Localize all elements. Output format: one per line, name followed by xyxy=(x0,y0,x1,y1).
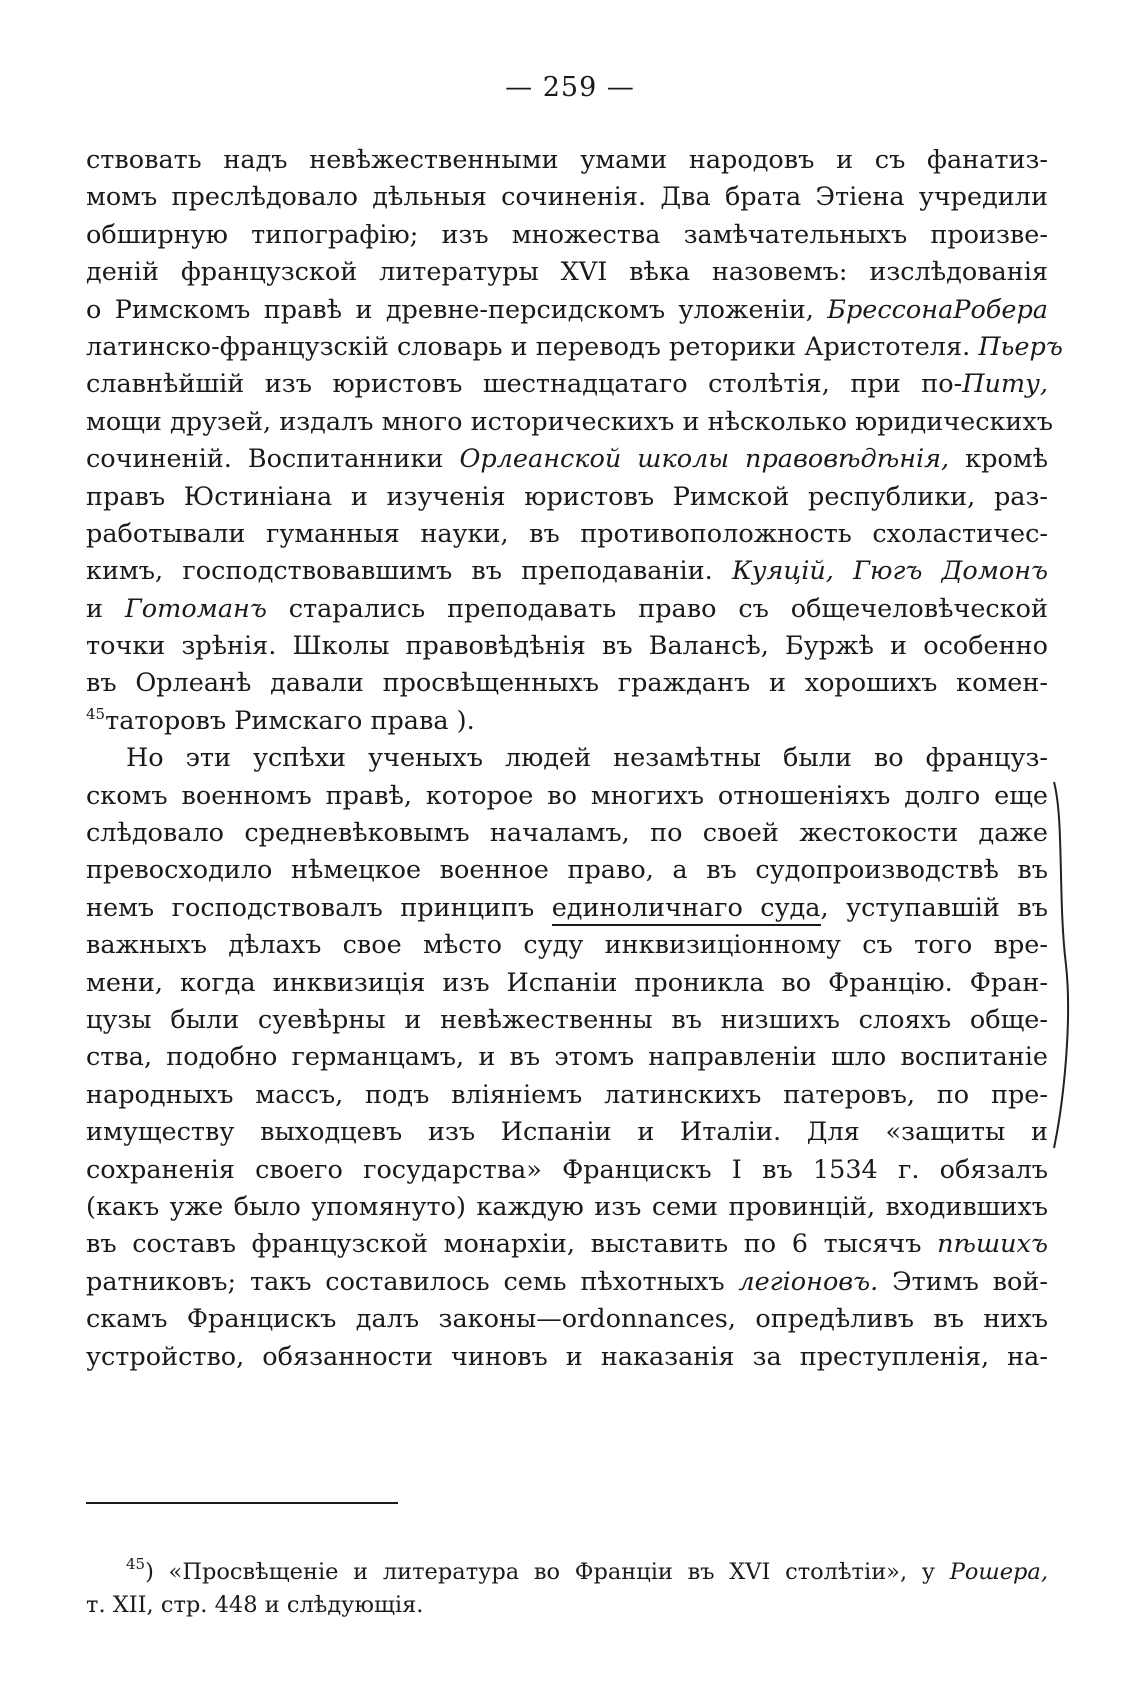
text-run: Этимъ вой- xyxy=(878,1266,1048,1297)
text-line: точки зрѣнія. Школы правовѣдѣнія въ Валансѣ, Буржѣ и особенно xyxy=(86,631,1048,662)
text-line: деній французской литературы XVI вѣка назовемъ: изслѣдованія xyxy=(86,257,1048,288)
text-line: превосходило нѣмецкое военное право, а въ судопроизводствѣ въ xyxy=(86,855,1048,886)
text-line: ства, подобно германцамъ, и въ этомъ направленіи шло воспитаніе xyxy=(86,1042,1048,1073)
text-line: сохраненія своего государства» Францискъ I въ 1534 г. обязалъ xyxy=(86,1154,1048,1185)
underlined-text: единоличнаго суда xyxy=(552,893,821,926)
text-line: момъ преслѣдовало дѣльныя сочиненія. Два брата Этіена учредили xyxy=(86,182,1048,213)
italic-text: Рошера, xyxy=(949,1559,1048,1585)
body-text xyxy=(86,142,1063,1376)
text-run: ) «Просвѣщеніе и литература во Франціи въ XVI столѣтіи», у xyxy=(145,1559,950,1585)
text-line: мощи друзей, издалъ много историческихъ и нѣсколько юридическихъ xyxy=(86,406,1054,437)
text-line xyxy=(86,1556,1048,1589)
italic-text: легіоновъ. xyxy=(738,1266,879,1297)
text-run: , уступавшій въ xyxy=(820,892,1048,923)
text-line: имуществу выходцевъ изъ Испаніи и Италіи. Для «защиты и xyxy=(86,1117,1048,1148)
italic-text: Брессона xyxy=(827,294,954,325)
text-run: и xyxy=(86,593,125,624)
text-line: скомъ военномъ правѣ, которое во многихъ отношеніяхъ долго еще xyxy=(86,780,1048,811)
italic-text: Куяцій, Гюгъ Домонъ xyxy=(732,556,1048,587)
text-run: ратниковъ; такъ составилось семь пѣхотныхъ xyxy=(86,1266,739,1297)
text-line: работывали гуманныя науки, въ противоположность схоластичес- xyxy=(86,518,1048,549)
italic-text: Питу, xyxy=(962,369,1048,400)
italic-text: Орлеанской школы правовѣдѣнія, xyxy=(459,444,950,475)
text-line xyxy=(86,292,1048,329)
text-line: народныхъ массъ, подъ вліяніемъ латинскихъ патеровъ, по пре- xyxy=(86,1079,1048,1110)
text-line xyxy=(86,703,1048,740)
text-run: немъ господствовалъ принципъ xyxy=(86,892,552,923)
text-line xyxy=(86,1226,1048,1263)
text-line: цузы были суевѣрны и невѣжественны въ низшихъ слояхъ обще- xyxy=(86,1004,1048,1035)
text-line: въ Орлеанѣ давали просвѣщенныхъ гражданъ и хорошихъ комен- xyxy=(86,668,1048,699)
text-line xyxy=(86,366,1048,403)
text-run: кромѣ xyxy=(949,444,1048,475)
italic-text: пѣшихъ xyxy=(937,1229,1048,1260)
text-line: слѣдовало средневѣковымъ началамъ, по своей жестокости даже xyxy=(86,818,1048,849)
text-line xyxy=(86,441,1048,478)
text-run: о Римскомъ правѣ и древне-персидскомъ уложеніи, xyxy=(86,294,828,325)
text-line: важныхъ дѣлахъ свое мѣсто суду инквизиціонному съ того вре- xyxy=(86,930,1048,961)
page-number: — 259 — xyxy=(505,72,635,103)
text-line: (какъ уже было упомянуто) каждую изъ семи провинцій, входившихъ xyxy=(86,1191,1048,1222)
text-run: ). xyxy=(456,705,475,736)
italic-text: Готоманъ xyxy=(124,593,267,624)
text-line: Но эти успѣхи ученыхъ людей незамѣтны были во француз- xyxy=(126,743,1048,774)
text-line: обширную типографію; изъ множества замѣчательныхъ произве- xyxy=(86,219,1048,250)
text-line: скамъ Францискъ далъ законы—ordonnances, опредѣливъ въ нихъ xyxy=(86,1304,1048,1335)
text-line: устройство, обязанности чиновъ и наказанія за преступленія, на- xyxy=(86,1341,1048,1372)
text-run: сочиненій. Воспитанники xyxy=(86,444,460,475)
text-line: т. XII, стр. 448 и слѣдующія. xyxy=(86,1592,424,1618)
text-line xyxy=(86,890,1048,927)
text-run: въ составъ французской монархіи, выставить по 6 тысячъ xyxy=(86,1229,938,1260)
text-line: мени, когда инквизиція изъ Испаніи проникла во Францію. Фран- xyxy=(86,967,1048,998)
italic-text: Робера xyxy=(953,294,1048,325)
paragraph-2 xyxy=(86,740,1048,1376)
text-run: кимъ, господствовавшимъ въ преподаваніи. xyxy=(86,556,732,587)
footnote-marker: 45 xyxy=(126,1555,146,1573)
text-line xyxy=(86,591,1048,628)
text-run: таторовъ Римскаго права xyxy=(105,705,457,736)
footnote-marker: 45 xyxy=(86,704,106,723)
text-line xyxy=(86,553,1048,590)
text-line: правъ Юстиніана и изученія юристовъ Римской республики, раз- xyxy=(86,481,1048,512)
margin-bracket-mark xyxy=(1050,780,1080,1150)
footnote xyxy=(86,1556,1048,1622)
text-run: латинско-французскій словарь и переводъ реторики Аристотеля. xyxy=(86,331,979,362)
paragraph-1 xyxy=(86,142,1063,740)
text-line xyxy=(86,329,1063,366)
text-run: старались преподавать право съ общечеловѣческой xyxy=(266,593,1048,624)
text-run: славнѣйшій изъ юристовъ шестнадцатаго столѣтія, при по- xyxy=(86,369,963,400)
italic-text: Пьеръ xyxy=(978,331,1063,362)
text-line: ствовать надъ невѣжественными умами народовъ и съ фанатиз- xyxy=(86,145,1048,175)
text-line xyxy=(86,1264,1048,1301)
footnote-separator xyxy=(86,1502,398,1504)
